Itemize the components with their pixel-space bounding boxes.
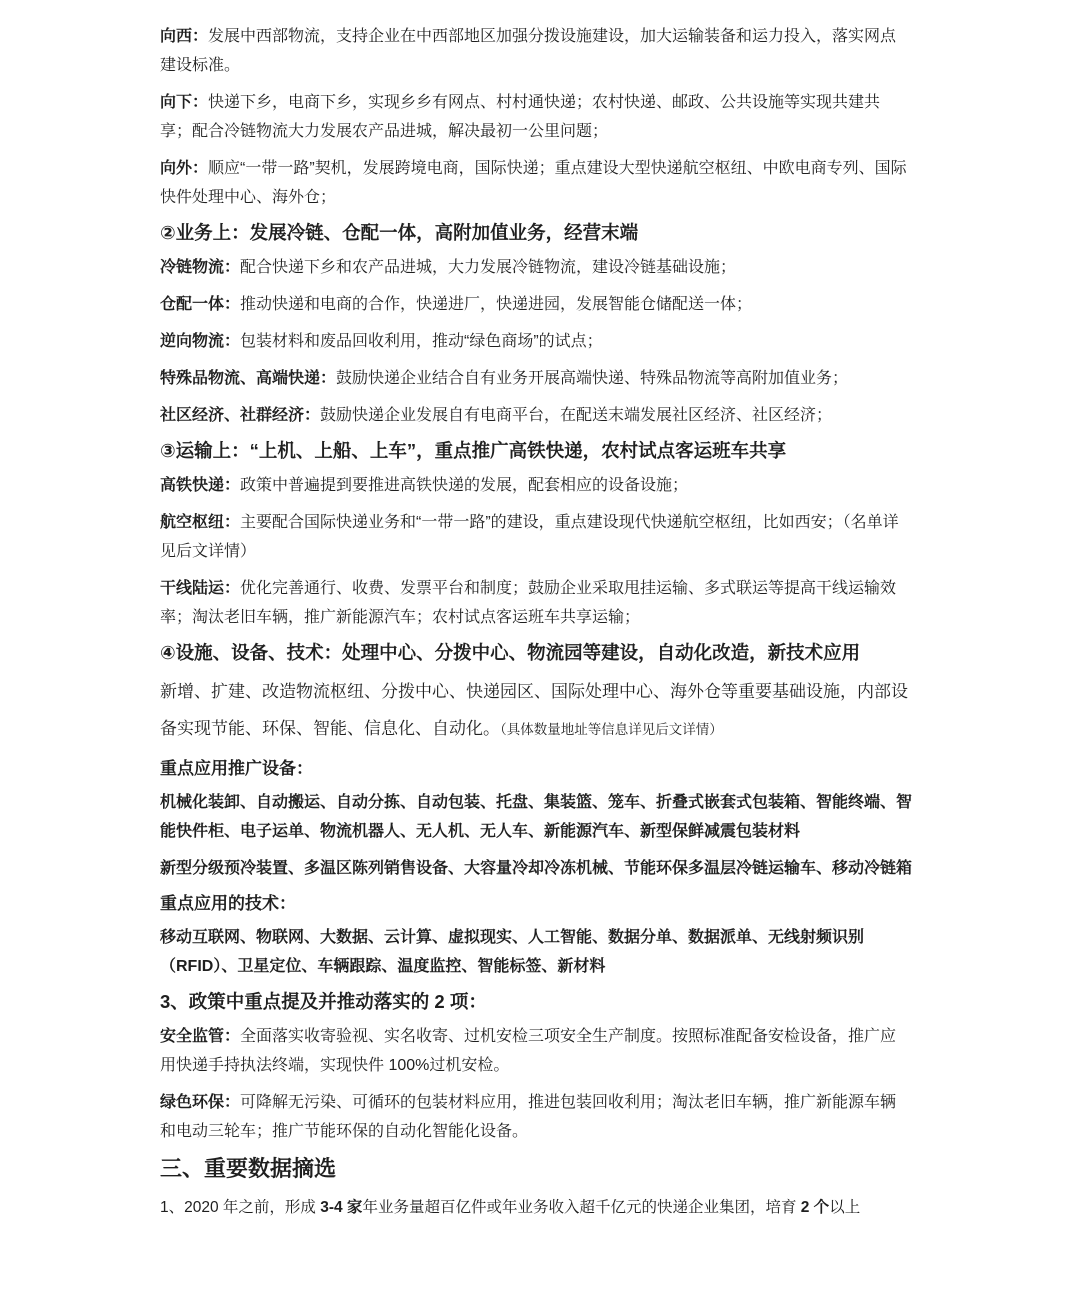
paragraph-special-goods-label: 特殊品物流、高端快递： — [160, 370, 337, 387]
paragraph-community-economy — [160, 401, 912, 430]
paragraph-green-environmental — [160, 1088, 912, 1146]
paragraph-community-economy-text: 鼓励快递企业发展自有电商平台，在配送末端发展社区经济、社区经济； — [320, 407, 833, 424]
paragraph-cold-chain-text: 配合快递下乡和农产品进城，大力发展冷链物流，建设冷链基础设施； — [240, 259, 737, 276]
paragraph-trunk-land-transport — [160, 574, 912, 632]
paragraph-down — [160, 88, 912, 146]
heading-business: ②业务上：发展冷链、仓配一体，高附加值业务，经营末端 — [160, 222, 639, 243]
paragraph-outward — [160, 154, 912, 212]
paragraph-hsr-express — [160, 471, 912, 500]
list-technologies: 移动互联网、物联网、大数据、云计算、虚拟现实、人工智能、数据分单、数据派单、无线射频识别（RFID）、卫星定位、车辆跟踪、温度监控、智能标签、新材料 — [160, 929, 865, 975]
data-point-1-mid: 年业务量超百亿件或年业务收入超千亿元的快递企业集团，培育 — [362, 1199, 801, 1216]
heading-important-data: 三、重要数据摘选 — [160, 1156, 337, 1181]
heading-key-technology: 重点应用的技术： — [160, 894, 296, 913]
list-equipment-2: 新型分级预冷装置、多温区陈列销售设备、大容量冷却冷冻机械、节能环保多温层冷链运输车、移动冷链箱 — [160, 860, 913, 877]
paragraph-safety-supervision-label: 安全监管： — [160, 1028, 241, 1045]
paragraph-reverse-logistics-label: 逆向物流： — [160, 333, 241, 350]
paragraph-air-hub-label: 航空枢纽： — [160, 514, 241, 531]
paragraph-infrastructure — [160, 673, 912, 748]
data-point-1-bold-count: 2 个 — [800, 1199, 830, 1216]
paragraph-air-hub — [160, 508, 912, 566]
data-point-1-prefix: 1、2020 年之前，形成 — [160, 1199, 321, 1216]
paragraph-special-goods-text: 鼓励快递企业结合自有业务开展高端快递、特殊品物流等高附加值业务； — [336, 370, 849, 387]
paragraph-west-label: 向西： — [160, 28, 209, 45]
paragraph-community-economy-label: 社区经济、社群经济： — [160, 407, 321, 424]
paragraph-warehouse-distribution-text: 推动快递和电商的合作，快递进厂，快递进园，发展智能仓储配送一体； — [240, 296, 753, 313]
paragraph-cold-chain — [160, 253, 912, 282]
paragraph-down-label: 向下： — [160, 94, 209, 111]
paragraph-air-hub-text: 主要配合国际快递业务和“一带一路”的建设，重点建设现代快递航空枢纽，比如西安；（名单详见后文详情） — [160, 514, 899, 560]
paragraph-west-text: 发展中西部物流，支持企业在中西部地区加强分拨设施建设，加大运输装备和运力投入，落实网点建设标准。 — [160, 28, 897, 74]
paragraph-reverse-logistics-text: 包装材料和废品回收利用，推动“绿色商场”的试点； — [240, 333, 603, 350]
paragraph-data-point-1 — [160, 1193, 912, 1222]
paragraph-trunk-land-transport-label: 干线陆运： — [160, 580, 241, 597]
heading-facilities: ④设施、设备、技术：处理中心、分拨中心、物流园等建设，自动化改造，新技术应用 — [160, 642, 861, 663]
paragraph-special-goods — [160, 364, 912, 393]
paragraph-infrastructure-text: 新增、扩建、改造物流枢纽、分拨中心、快递园区、国际处理中心、海外仓等重要基础设施，内部设备实现节能、环保、智能、信息化、自动化。 — [160, 682, 908, 738]
paragraph-reverse-logistics — [160, 327, 912, 356]
heading-key-equipment: 重点应用推广设备： — [160, 759, 313, 778]
list-equipment-1: 机械化装卸、自动搬运、自动分拣、自动包装、托盘、集装篮、笼车、折叠式嵌套式包装箱、智能终端、智能快件柜、电子运单、物流机器人、无人机、无人车、新能源汽车、新型保鲜减震包装材料 — [160, 794, 913, 840]
data-point-1-bold-companies: 3-4 家 — [320, 1199, 363, 1216]
paragraph-hsr-express-text: 政策中普遍提到要推进高铁快递的发展，配套相应的设备设施； — [240, 477, 689, 494]
paragraph-hsr-express-label: 高铁快递： — [160, 477, 241, 494]
paragraph-west — [160, 22, 912, 80]
data-point-1-suffix: 以上 — [829, 1199, 861, 1216]
paragraph-outward-text: 顺应“一带一路”契机，发展跨境电商，国际快递；重点建设大型快递航空枢纽、中欧电商专列、国际快件处理中心、海外仓； — [160, 160, 907, 206]
heading-transport: ③运输上：“上机、上船、上车”，重点推广高铁快递，农村试点客运班车共享 — [160, 440, 787, 461]
paragraph-trunk-land-transport-text: 优化完善通行、收费、发票平台和制度；鼓励企业采取甩挂运输、多式联运等提高干线运输效率；淘汰老旧车辆，推广新能源汽车；农村试点客运班车共享运输； — [160, 580, 897, 626]
paragraph-green-environmental-label: 绿色环保： — [160, 1094, 241, 1111]
paragraph-safety-supervision-text: 全面落实收寄验视、实名收寄、过机安检三项安全生产制度。按照标准配备安检设备，推广应用快递手持执法终端，实现快件 100%过机安检。 — [160, 1028, 897, 1074]
paragraph-warehouse-distribution — [160, 290, 912, 319]
paragraph-safety-supervision — [160, 1022, 912, 1080]
paragraph-cold-chain-label: 冷链物流： — [160, 259, 241, 276]
paragraph-infrastructure-note: （具体数量地址等信息详见后文详情） — [500, 722, 723, 737]
paragraph-warehouse-distribution-label: 仓配一体： — [160, 296, 241, 313]
paragraph-down-text: 快递下乡，电商下乡，实现乡乡有网点、村村通快递；农村快递、邮政、公共设施等实现共建共享；配合冷链物流大力发展农产品进城，解决最初一公里问题； — [160, 94, 881, 140]
paragraph-outward-label: 向外： — [160, 160, 209, 177]
paragraph-green-environmental-text: 可降解无污染、可循环的包装材料应用，推进包装回收利用；淘汰老旧车辆，推广新能源车辆和电动三轮车；推广节能环保的自动化智能化设备。 — [160, 1094, 897, 1140]
heading-two-key-items: 3、政策中重点提及并推动落实的 2 项： — [160, 991, 487, 1012]
